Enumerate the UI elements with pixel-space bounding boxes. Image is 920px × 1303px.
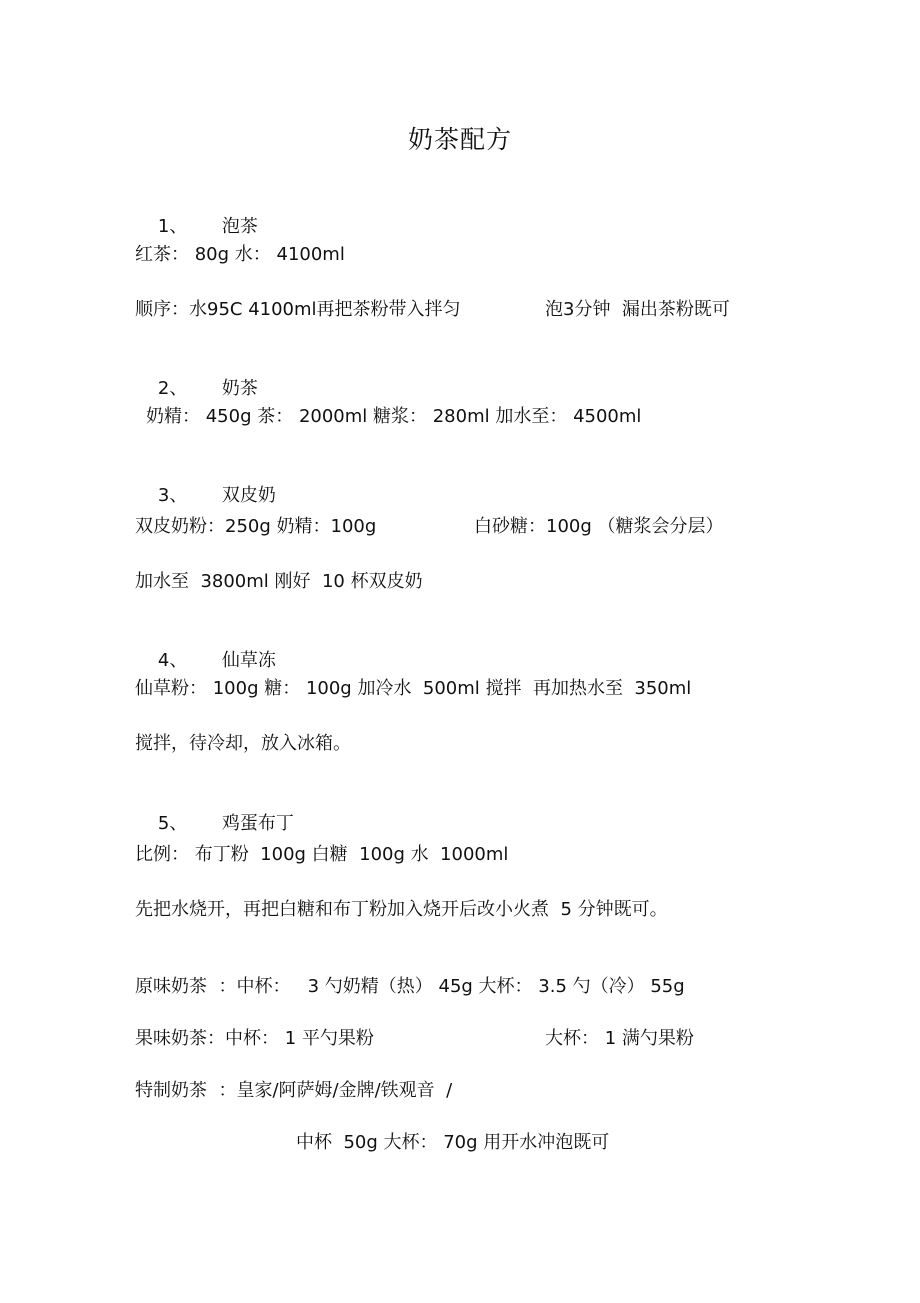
section-name: 泡茶 xyxy=(221,216,258,237)
section-name: 奶茶 xyxy=(221,378,258,399)
tea-order-line-tail: 泡3分钟 漏出茶粉既可 xyxy=(545,299,730,320)
tea-ratio-line: 红茶： 80g 水： 4100ml xyxy=(135,244,345,265)
pudding-method-line: 先把水烧开，再把白糖和布丁粉加入烧开后改小火煮 5 分钟既可。 xyxy=(135,899,668,920)
section-name: 鸡蛋布丁 xyxy=(221,813,294,834)
double-skin-milk-line-2: 加水至 3800ml 刚好 10 杯双皮奶 xyxy=(135,571,423,592)
special-milk-tea-line: 特制奶茶 ：皇家/阿萨姆/金牌/铁观音 / xyxy=(135,1080,453,1101)
milk-tea-ratio-line: 奶精： 450g 茶： 2000ml 糖浆： 280ml 加水至： 4500ml xyxy=(146,406,642,427)
section-number: 1、 xyxy=(157,216,188,237)
grass-jelly-line-2: 搅拌，待冷却，放入冰箱。 xyxy=(135,733,351,754)
fruit-milk-tea-line-tail: 大杯： 1 满勺果粉 xyxy=(545,1028,694,1049)
section-number: 2、 xyxy=(157,378,188,399)
section-number: 3、 xyxy=(157,485,188,506)
original-milk-tea-line: 原味奶茶 ：中杯： 3 勺奶精（热） 45g 大杯： 3.5 勺（冷） 55g xyxy=(135,976,685,997)
fruit-milk-tea-line: 果味奶茶：中杯： 1 平勺果粉 xyxy=(135,1028,374,1049)
special-milk-tea-sizes-line: 中杯 50g 大杯： 70g 用开水冲泡既可 xyxy=(296,1132,610,1153)
section-number: 5、 xyxy=(157,813,188,834)
page-title: 奶茶配方 xyxy=(407,125,512,154)
tea-order-line: 顺序：水95C 4100ml再把茶粉带入拌匀 xyxy=(135,299,461,320)
double-skin-milk-line-1-tail: 白砂糖：100g （糖浆会分层） xyxy=(474,516,724,537)
double-skin-milk-line-1: 双皮奶粉：250g 奶精：100g xyxy=(135,516,377,537)
section-number: 4、 xyxy=(157,650,188,671)
grass-jelly-line-1: 仙草粉： 100g 糖： 100g 加冷水 500ml 搅拌 再加热水至 350ml xyxy=(135,678,692,699)
pudding-ratio-line: 比例： 布丁粉 100g 白糖 100g 水 1000ml xyxy=(135,844,509,865)
section-name: 仙草冻 xyxy=(221,650,276,671)
section-name: 双皮奶 xyxy=(221,485,276,506)
